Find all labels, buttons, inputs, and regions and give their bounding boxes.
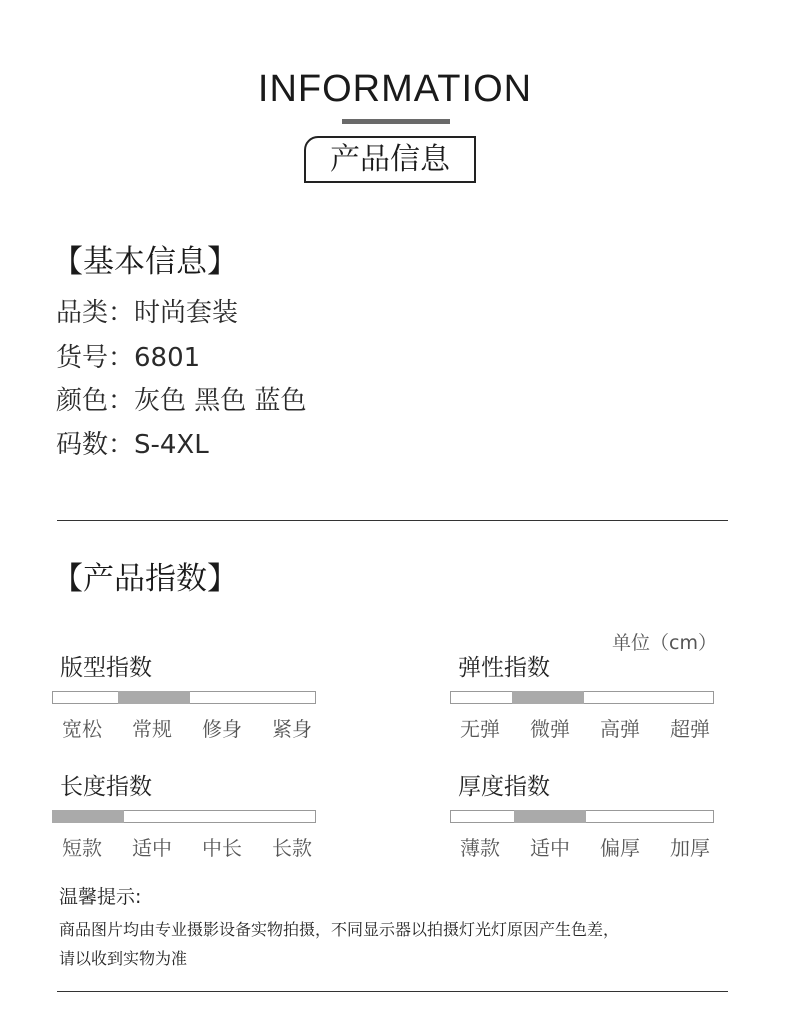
length-option: 短款 [62,836,102,860]
length-index-title: 长度指数 [60,774,152,800]
fit-index-scale [52,691,316,704]
fit-index-marker [118,691,190,704]
thickness-option: 偏厚 [600,836,640,860]
basic-info-heading: 【基本信息】 [52,244,238,280]
unit-label: 单位（cm） [612,632,717,654]
length-option: 长款 [272,836,312,860]
elasticity-option: 无弹 [460,717,500,741]
elasticity-option: 超弹 [670,717,710,741]
elasticity-option: 微弹 [530,717,570,741]
length-index-scale [52,810,316,823]
thickness-option: 加厚 [670,836,710,860]
thickness-index-scale [450,810,714,823]
section-divider [57,520,728,521]
product-info-title: 产品信息 [304,136,476,183]
elasticity-index-scale [450,691,714,704]
elasticity-index-title: 弹性指数 [458,655,550,681]
elasticity-index-marker [512,691,584,704]
tips-text-line-2: 请以收到实物为准 [59,949,188,968]
fit-option: 常规 [132,717,172,741]
length-index-marker [52,810,124,823]
length-option: 适中 [132,836,172,860]
tips-text-line-1: 商品图片均由专业摄影设备实物拍摄，不同显示器以拍摄灯光灯原因产生色差， [59,920,620,939]
tips-title: 温馨提示: [59,886,142,908]
thickness-option: 薄款 [460,836,500,860]
fit-option: 紧身 [272,717,312,741]
information-title: INFORMATION [257,68,533,110]
fit-index-title: 版型指数 [60,655,152,681]
elasticity-option: 高弹 [600,717,640,741]
thickness-option: 适中 [530,836,570,860]
thickness-index-title: 厚度指数 [458,774,550,800]
info-sizes: 码数：S-4XL [56,430,209,460]
thickness-index-marker [514,810,586,823]
info-category: 品类：时尚套装 [56,298,239,328]
fit-option: 修身 [202,717,242,741]
info-colors: 颜色：灰色 黑色 蓝色 [56,386,307,416]
length-option: 中长 [202,836,242,860]
fit-option: 宽松 [62,717,102,741]
product-index-heading: 【产品指数】 [52,561,238,597]
title-underline [342,119,450,124]
info-item-number: 货号：6801 [56,343,201,373]
bottom-divider [57,991,728,992]
